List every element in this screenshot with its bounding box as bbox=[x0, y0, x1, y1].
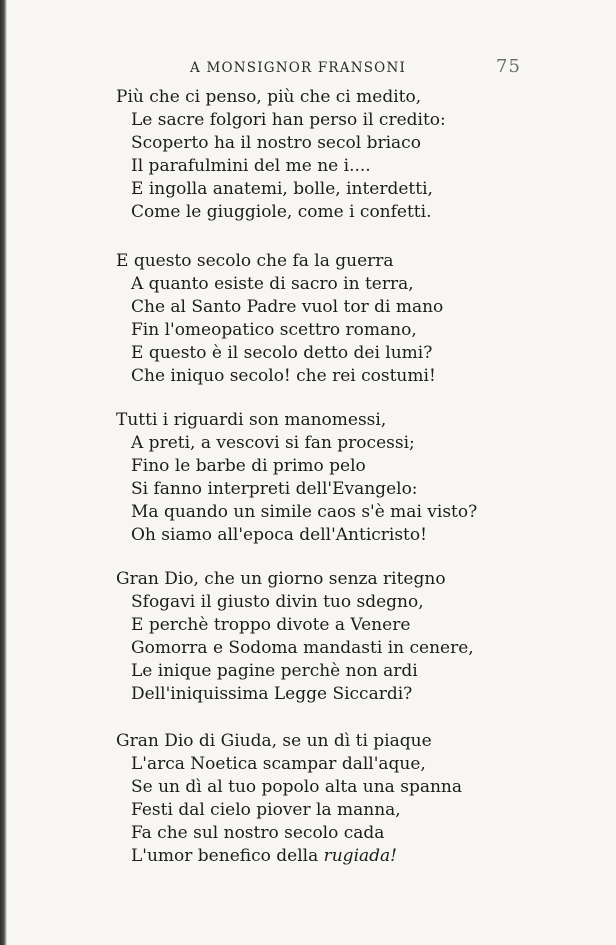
verse-line: Sfogavi il giusto divin tuo sdegno, bbox=[131, 592, 424, 612]
verse-line: Ma quando un simile caos s'è mai visto? bbox=[131, 502, 478, 522]
verse-line: A quanto esiste di sacro in terra, bbox=[131, 274, 414, 294]
verse-line: Si fanno interpreti dell'Evangelo: bbox=[131, 479, 418, 499]
verse-line: Le sacre folgori han perso il credito: bbox=[131, 110, 446, 130]
verse-line: Che iniquo secolo! che rei costumi! bbox=[131, 366, 436, 386]
verse-line: E ingolla anatemi, bolle, interdetti, bbox=[131, 179, 433, 199]
verse-line-last bbox=[131, 845, 397, 867]
page-binding-edge bbox=[0, 0, 7, 945]
verse-line-last-text: L'umor benefico della bbox=[131, 846, 324, 866]
verse-line-last-italic: rugiada! bbox=[323, 846, 397, 866]
verse-line: Dell'iniquissima Legge Siccardi? bbox=[131, 684, 413, 704]
verse-line: Fin l'omeopatico scettro romano, bbox=[131, 320, 417, 340]
verse-line: L'arca Noetica scampar dall'aque, bbox=[131, 754, 426, 774]
verse-line: Festi dal cielo piover la manna, bbox=[131, 800, 401, 820]
verse-line: E perchè troppo divote a Venere bbox=[131, 615, 411, 635]
verse-line: Tutti i riguardi son manomessi, bbox=[116, 410, 387, 430]
page-number: 75 bbox=[496, 56, 521, 77]
verse-line: Gran Dio di Giuda, se un dì ti piaque bbox=[116, 731, 432, 751]
page-header bbox=[0, 56, 616, 80]
verse-line: Il parafulmini del me ne i.... bbox=[131, 156, 371, 176]
verse-line: Fa che sul nostro secolo cada bbox=[131, 823, 385, 843]
verse-line: Gomorra e Sodoma mandasti in cenere, bbox=[131, 638, 474, 658]
verse-line: Scoperto ha il nostro secol briaco bbox=[131, 133, 421, 153]
verse-line: E questo è il secolo detto dei lumi? bbox=[131, 343, 433, 363]
verse-line: A preti, a vescovi si fan processi; bbox=[131, 433, 415, 453]
verse-line: Gran Dio, che un giorno senza ritegno bbox=[116, 569, 446, 589]
verse-line: Che al Santo Padre vuol tor di mano bbox=[131, 297, 444, 317]
running-head: A MONSIGNOR FRANSONI bbox=[190, 60, 406, 76]
verse-line: Oh siamo all'epoca dell'Anticristo! bbox=[131, 525, 427, 545]
verse-line: Come le giuggiole, come i confetti. bbox=[131, 202, 432, 222]
verse-line: Fino le barbe di primo pelo bbox=[131, 456, 366, 476]
verse-line: Se un dì al tuo popolo alta una spanna bbox=[131, 777, 462, 797]
verse-line: Più che ci penso, più che ci medito, bbox=[116, 87, 422, 107]
verse-line: E questo secolo che fa la guerra bbox=[116, 251, 394, 271]
verse-line: Le inique pagine perchè non ardi bbox=[131, 661, 418, 681]
